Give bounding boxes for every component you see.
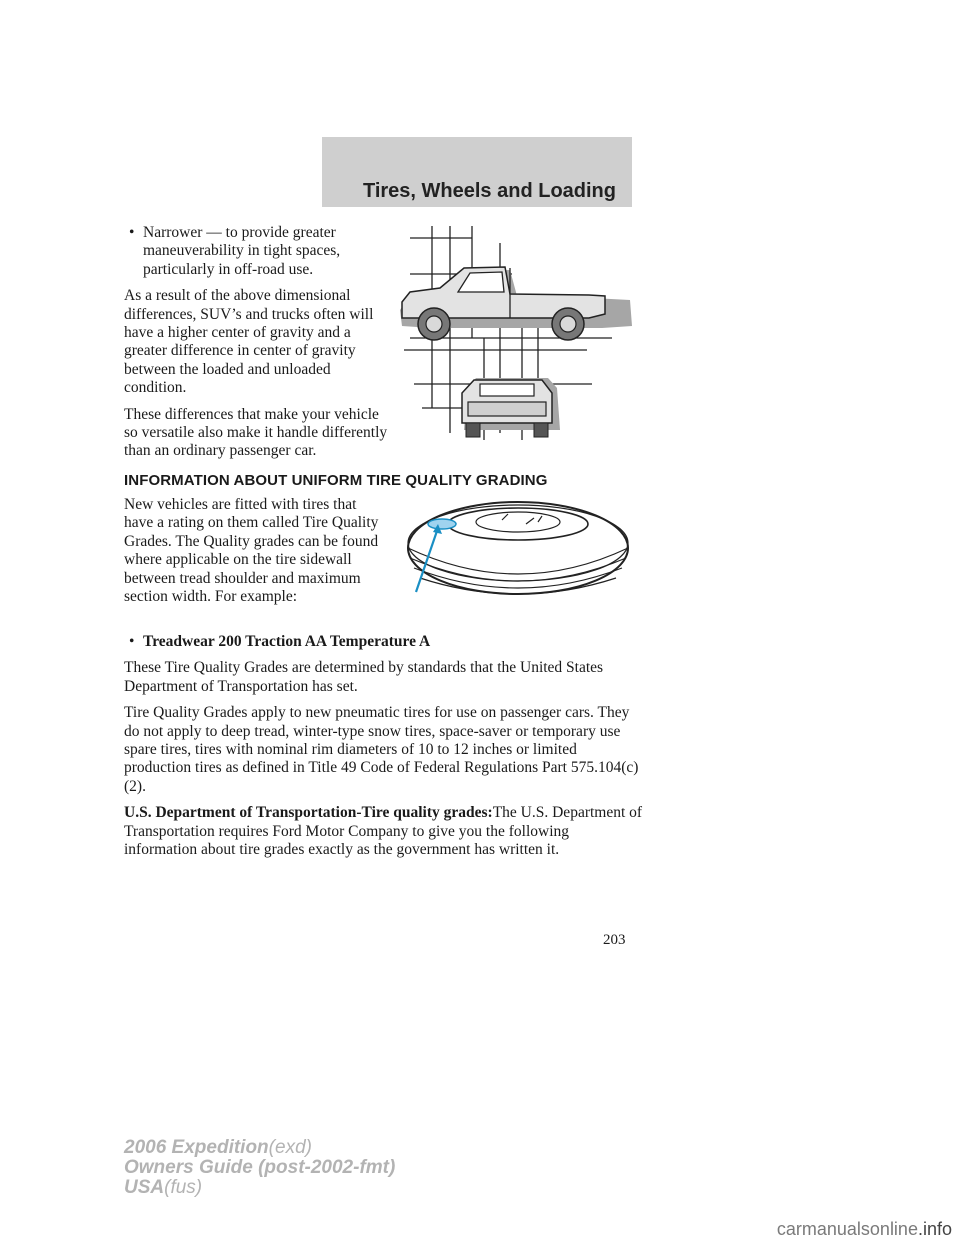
tire-sidewall-illustration [402, 496, 634, 600]
bullet-dot: • [129, 633, 135, 650]
footer-line-1 [124, 1138, 395, 1158]
footer-vehicle: 2006 Expedition [124, 1137, 269, 1158]
truck-grid-illustration [392, 218, 642, 448]
footer-market-code: (fus) [164, 1177, 203, 1198]
utqg-heading: INFORMATION ABOUT UNIFORM TIRE QUALITY GRADING [124, 472, 548, 489]
paragraph-apply: Tire Quality Grades apply to new pneumatic tires for use on passenger cars. They do not apply to deep tread, winter-type snow tires, space-saver or temporary use spare tires, tires with nominal rim diameters of 10 to 12 inches or limited production tires as defined in Title 49 Code of Federal Regulations Part 575.104(c)(2). [124, 704, 639, 795]
footer-line-2 [124, 1158, 395, 1178]
bullet-item [124, 224, 389, 279]
intro-column [124, 224, 389, 461]
footer-guide: Owners Guide (post-2002-fmt) [124, 1157, 396, 1178]
footer-vehicle-code: (exd) [268, 1137, 312, 1158]
section-title: Tires, Wheels and Loading [362, 180, 616, 202]
bullet-item [124, 633, 644, 651]
utqg-intro-column [124, 496, 389, 606]
paragraph-new-vehicles: New vehicles are fitted with tires that have a rating on them called Tire Quality Grades. The Quality grades can be found where applicable on the tire sidewall between tread shoulder and maximum section width. For example: [124, 496, 379, 606]
watermark [777, 1219, 952, 1240]
bullet-narrower-text: Narrower — to provide greater maneuverability in tight spaces, particularly in off-road use. [143, 224, 341, 278]
paragraph-dimensional: As a result of the above dimensional differences, SUV’s and trucks often will have a higher center of gravity and a greater difference in center of gravity between the loaded and unloaded condition. [124, 287, 374, 397]
footer-line-3 [124, 1178, 395, 1198]
paragraph-differences: These differences that make your vehicle so versatile also make it handle differently than an ordinary passenger car. [124, 405, 388, 460]
footer-market: USA [124, 1177, 165, 1198]
watermark-prefix: carmanualsonline [776, 1219, 918, 1239]
usdot-text: The U.S. Department of Transportation requires Ford Motor Company to give you the following information about tire grades exactly as the government has written it. [124, 804, 643, 859]
bullet-example-text: Treadwear 200 Traction AA Temperature A [143, 633, 431, 650]
usdot-label: U.S. Department of Transportation-Tire quality grades: [124, 804, 493, 822]
document-footer [124, 1138, 395, 1198]
page-number: 203 [603, 932, 626, 948]
watermark-suffix: .info [917, 1219, 952, 1239]
paragraph-usdot [124, 804, 644, 859]
header-band [322, 137, 632, 207]
utqg-body [124, 633, 644, 859]
bullet-dot: • [129, 224, 135, 241]
paragraph-standards: These Tire Quality Grades are determined by standards that the United States Department of Transportation has set. [124, 659, 604, 695]
